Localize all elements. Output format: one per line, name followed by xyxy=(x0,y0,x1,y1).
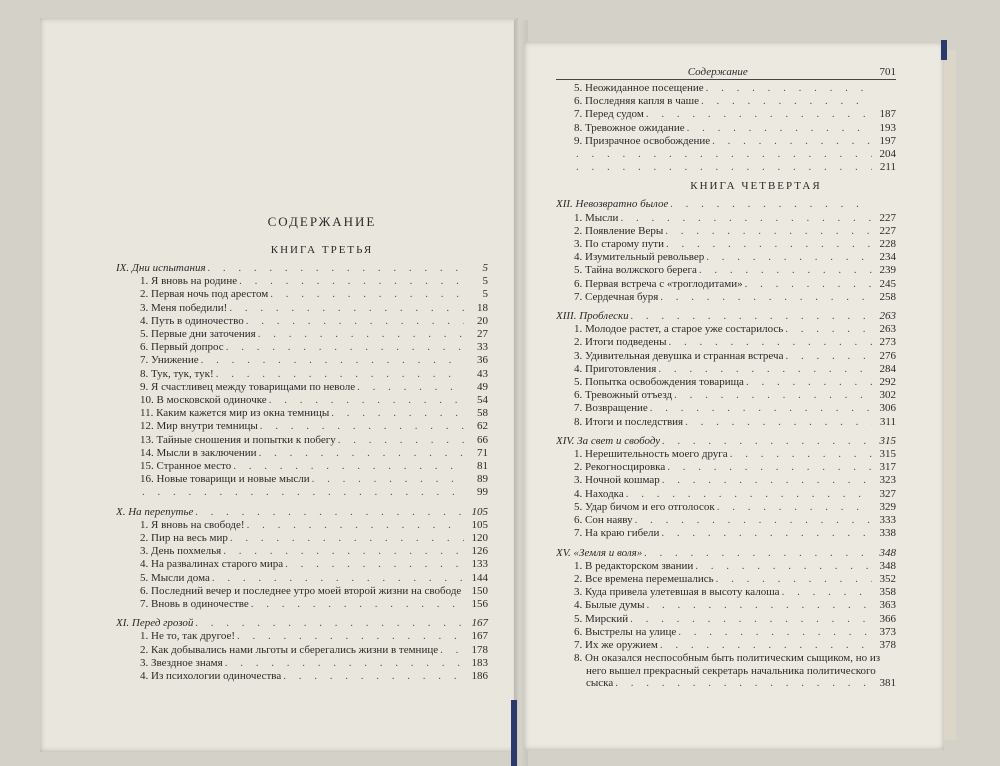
toc-entry-text: 7. На краю гибели xyxy=(574,527,660,540)
toc-entry-page: 245 xyxy=(879,277,896,290)
toc-entry-text: 7. Унижение xyxy=(140,354,199,367)
dot-leader xyxy=(687,122,872,135)
dot-leader xyxy=(785,323,872,336)
toc-entry-text: 4. Из психологии одиночества xyxy=(140,670,282,683)
toc-entry xyxy=(556,488,896,501)
toc-entry-page: 333 xyxy=(879,514,896,527)
dot-leader xyxy=(699,264,872,277)
dot-leader xyxy=(576,161,872,174)
toc-entry-text: 8. Тревожное ожидание xyxy=(574,121,685,134)
dot-leader xyxy=(669,336,872,349)
toc-entry-page: 89 xyxy=(477,473,488,486)
toc-entry-page: 263 xyxy=(879,323,896,336)
toc-entry-page: 315 xyxy=(879,434,896,447)
toc-entry xyxy=(116,598,488,611)
toc-entry xyxy=(556,161,896,174)
toc-entry xyxy=(116,420,488,433)
toc-entry xyxy=(556,291,896,304)
dot-leader xyxy=(260,420,464,433)
toc-entry xyxy=(556,323,896,336)
toc-entry xyxy=(116,670,488,683)
toc-entry-page: 327 xyxy=(879,487,896,500)
toc-entry-page: 227 xyxy=(879,211,896,224)
toc-entry xyxy=(116,394,488,407)
toc-entry xyxy=(556,599,896,612)
toc-part xyxy=(556,198,896,211)
dot-leader xyxy=(246,315,464,328)
toc-entry-page: 363 xyxy=(879,599,896,612)
toc-entry-page: 54 xyxy=(477,394,488,407)
toc-entry-text: IX. Дни испытания xyxy=(116,262,206,274)
book-four-title: КНИГА ЧЕТВЕРТАЯ xyxy=(690,180,822,193)
dot-leader xyxy=(239,275,464,288)
dot-leader xyxy=(216,368,464,381)
toc-entry-text: 4. На развалинах старого мира xyxy=(140,558,284,571)
page-number: 701 xyxy=(879,66,896,78)
toc-entry-page: 36 xyxy=(477,354,488,367)
dot-leader xyxy=(706,82,872,95)
toc-entry-line: 8. Он оказался неспособным быть политическим сыщиком, но из xyxy=(574,652,881,665)
toc-entry-text: XI. Перед грозой xyxy=(116,617,194,630)
toc-entry-text: 7. Сердечная буря xyxy=(574,290,659,303)
toc-entry xyxy=(556,586,896,599)
book-three-title: КНИГА ТРЕТЬЯ xyxy=(270,244,374,256)
dot-leader xyxy=(233,460,464,473)
dot-leader xyxy=(229,302,464,315)
toc-entry xyxy=(556,148,896,161)
toc-entry-page: 120 xyxy=(471,532,488,545)
toc-entry-text: 7. Перед судом xyxy=(574,108,644,121)
toc-entry xyxy=(556,527,896,540)
toc-part xyxy=(116,506,488,519)
toc-entry-page: 183 xyxy=(471,656,488,669)
toc-entry-text: 6. Сон наяву xyxy=(574,514,633,527)
toc-entry-page: 273 xyxy=(879,336,896,349)
toc-entry-page: 18 xyxy=(477,301,488,314)
toc-entry-text: 3. Ночной кошмар xyxy=(574,474,660,487)
toc-entry-page: 311 xyxy=(879,415,896,428)
toc-entry-text: 9. Я счастливец между товарищами по неволе xyxy=(140,380,356,393)
toc-entry-page: 197 xyxy=(879,134,896,147)
toc-entry-text: 7. Вновь в одиночестве xyxy=(140,598,249,611)
toc-entry-page: 71 xyxy=(477,446,488,459)
toc-entry-line xyxy=(574,677,896,690)
dot-leader xyxy=(620,212,872,225)
toc-entry-page: 105 xyxy=(471,518,488,531)
toc-entry xyxy=(556,560,896,573)
toc-entry xyxy=(116,572,488,585)
toc-entry-text: 11. Каким кажется мир из окна темницы xyxy=(140,407,330,420)
toc-entry xyxy=(556,225,896,238)
dot-leader xyxy=(667,461,872,474)
toc-entry xyxy=(556,278,896,291)
toc-entry-page: 227 xyxy=(879,224,896,237)
dot-leader xyxy=(258,328,464,341)
toc-entry-page: 5 xyxy=(482,288,488,301)
toc-entry-page: 373 xyxy=(879,625,896,638)
toc-entry-text: 4. Былые думы xyxy=(574,599,645,612)
dot-leader xyxy=(357,381,464,394)
toc-entry-text: 13. Тайные сношения и попытки к побегу xyxy=(140,433,336,446)
dot-leader xyxy=(285,558,464,571)
toc-entry-page: 156 xyxy=(471,598,488,611)
toc-entry-text: 4. Находка xyxy=(574,487,624,500)
dot-leader xyxy=(195,506,464,519)
toc-entry-text: 8. Тук, тук, тук! xyxy=(140,367,214,380)
toc-entry-multiline xyxy=(556,652,896,690)
toc-entry-page: 133 xyxy=(471,558,488,571)
dot-leader xyxy=(644,547,872,560)
toc-entry-line: него вышел прекрасный секретарь начальника политического xyxy=(586,664,876,677)
running-header-title: Содержание xyxy=(687,66,748,78)
toc-entry-text: 3. День похмелья xyxy=(140,545,222,558)
toc-entry xyxy=(116,354,488,367)
toc-entry-text: 6. Первая встреча с «троглодитами» xyxy=(574,277,743,290)
dot-leader xyxy=(716,573,872,586)
toc-entry-page: 144 xyxy=(471,571,488,584)
toc-part xyxy=(556,310,896,323)
toc-entry-page: 234 xyxy=(879,251,896,264)
toc-entry-text: 1. Я вновь на свободе! xyxy=(140,518,245,531)
toc-entry-page: 167 xyxy=(471,617,488,630)
toc-entry xyxy=(116,381,488,394)
toc-entry xyxy=(116,434,488,447)
dot-leader xyxy=(247,519,464,532)
toc-entry xyxy=(116,630,488,643)
toc-entry xyxy=(556,573,896,586)
page-edges xyxy=(944,50,956,740)
toc-entry xyxy=(556,416,896,429)
dot-leader xyxy=(312,473,464,486)
dot-leader xyxy=(670,198,872,211)
toc-entry xyxy=(556,350,896,363)
toc-entry-page: 193 xyxy=(879,121,896,134)
toc-entry xyxy=(556,613,896,626)
toc-entry-page: 5 xyxy=(482,275,488,288)
toc-entry-text: 4. Приготовления xyxy=(574,362,657,375)
toc-entry xyxy=(116,558,488,571)
toc-entry xyxy=(556,264,896,277)
cover-edge xyxy=(511,700,517,766)
toc-entry-text: 6. Выстрелы на улице xyxy=(574,625,677,638)
toc-entry xyxy=(556,122,896,135)
toc-entry-page: 33 xyxy=(477,341,488,354)
toc-entry xyxy=(556,251,896,264)
dot-leader xyxy=(259,447,464,460)
dot-leader xyxy=(666,238,872,251)
toc-entry-page: 62 xyxy=(477,420,488,433)
dot-leader xyxy=(706,251,872,264)
dot-leader xyxy=(717,501,872,514)
toc-entry-text: 6. Тревожный отъезд xyxy=(574,389,673,402)
toc-entry xyxy=(116,302,488,315)
toc-part xyxy=(116,262,488,275)
toc-entry xyxy=(116,519,488,532)
toc-entry xyxy=(556,639,896,652)
toc-entry-page: 358 xyxy=(879,586,896,599)
toc-entry xyxy=(116,545,488,558)
toc-entry xyxy=(116,585,488,598)
toc-entry xyxy=(116,341,488,354)
toc-entry xyxy=(556,376,896,389)
toc-entry xyxy=(556,363,896,376)
dot-leader xyxy=(701,95,872,108)
toc-entry xyxy=(556,514,896,527)
toc-entry-page: 381 xyxy=(879,677,896,690)
dot-leader xyxy=(630,613,872,626)
toc-entry-text: 2. Первая ночь под арестом xyxy=(140,288,269,301)
toc-entry xyxy=(116,644,488,657)
toc-entry-page: 178 xyxy=(471,643,488,656)
dot-leader xyxy=(631,310,872,323)
toc-entry-text: 3. Куда привела улетевшая в высоту калоша xyxy=(574,586,780,599)
toc-entry-page: 366 xyxy=(879,612,896,625)
toc-entry xyxy=(116,407,488,420)
dot-leader xyxy=(660,291,872,304)
toc-entry xyxy=(556,212,896,225)
toc-entry xyxy=(116,315,488,328)
dot-leader xyxy=(782,586,872,599)
toc-entry-text: 1. В редакторском звании xyxy=(574,559,694,572)
cover-edge-top xyxy=(941,40,947,60)
toc-part xyxy=(116,617,488,630)
toc-entry-page: 211 xyxy=(879,161,896,174)
dot-leader xyxy=(730,448,872,461)
dot-leader xyxy=(650,402,872,415)
toc-entry-text: 5. Мысли дома xyxy=(140,571,210,584)
toc-entry xyxy=(556,238,896,251)
toc-entry-text: 5. Неожиданное посещение xyxy=(574,82,704,94)
dot-leader xyxy=(785,350,872,363)
toc-entry-page: 338 xyxy=(879,527,896,540)
toc-entry-text: 2. Пир на весь мир xyxy=(140,532,228,545)
dot-leader xyxy=(212,572,464,585)
toc-entry-page: 20 xyxy=(477,314,488,327)
toc-entry-text: 14. Мысли в заключении xyxy=(140,446,257,459)
toc-entry-text: 1. Мысли xyxy=(574,211,619,224)
toc-entry-text: 10. В московской одиночке xyxy=(140,394,267,407)
dot-leader xyxy=(626,488,872,501)
dot-leader xyxy=(237,630,464,643)
toc-entry-page: 348 xyxy=(879,546,896,559)
dot-leader xyxy=(745,278,872,291)
toc-entry-page: 66 xyxy=(477,433,488,446)
toc-entry-text: 7. Их же оружием xyxy=(574,638,658,651)
toc-entry-page: 27 xyxy=(477,328,488,341)
toc-entry-page: 5 xyxy=(482,262,488,274)
dot-leader xyxy=(662,435,872,448)
dot-leader xyxy=(251,598,464,611)
toc-entry-page: 228 xyxy=(879,238,896,251)
toc-entry-page: 315 xyxy=(879,448,896,461)
toc-entry xyxy=(116,447,488,460)
toc-title: СОДЕРЖАНИЕ xyxy=(267,214,377,229)
toc-entry xyxy=(556,626,896,639)
toc-entry-page: 99 xyxy=(477,486,488,499)
toc-entry xyxy=(556,135,896,148)
dot-leader xyxy=(226,341,464,354)
toc-entry xyxy=(556,501,896,514)
toc-entry-text: 2. Появление Веры xyxy=(574,224,664,237)
toc-entry-page: 276 xyxy=(879,349,896,362)
toc-entry-text: 2. Рекогносцировка xyxy=(574,461,666,474)
toc-entry-page: 81 xyxy=(477,460,488,473)
toc-entry-text: 5. Удар бичом и его отголосок xyxy=(574,500,715,513)
dot-leader xyxy=(646,108,872,121)
toc-entry-text: 2. Все времена перемешались xyxy=(574,572,714,585)
toc-entry-text: 7. Возвращение xyxy=(574,402,648,415)
dot-leader xyxy=(695,560,872,573)
toc-entry-text: 9. Призрачное освобождение xyxy=(574,134,711,147)
toc-entry-text: 6. Последняя капля в чаше xyxy=(574,95,699,108)
dot-leader xyxy=(678,626,872,639)
toc-entry-page: 306 xyxy=(879,402,896,415)
dot-leader xyxy=(662,474,872,487)
dot-leader xyxy=(208,262,464,275)
toc-entry xyxy=(556,108,896,121)
toc-entry-page: 378 xyxy=(879,638,896,651)
toc-entry-page: 49 xyxy=(477,380,488,393)
toc-entry-page: 284 xyxy=(879,362,896,375)
toc-entry-page: 187 xyxy=(879,108,896,121)
toc-entry-page: 126 xyxy=(471,545,488,558)
dot-leader xyxy=(463,585,464,598)
dot-leader xyxy=(338,434,464,447)
toc-entry-page: 292 xyxy=(879,376,896,389)
dot-leader xyxy=(712,135,872,148)
toc-entry xyxy=(556,82,896,95)
toc-entry xyxy=(116,368,488,381)
toc-entry-text: 1. Я вновь на родине xyxy=(140,275,238,288)
toc-entry-page: 323 xyxy=(879,474,896,487)
toc-entry-page: 167 xyxy=(471,630,488,643)
toc-entry-text: 4. Путь в одиночество xyxy=(140,314,244,327)
toc-entry xyxy=(116,486,488,499)
toc-entry-text: 6. Последний вечер и последнее утро моей второй жизни на свободе xyxy=(140,584,462,597)
toc-entry xyxy=(116,288,488,301)
toc-entry-text: 1. Молодое растет, а старое уже состарилось xyxy=(574,323,784,336)
dot-leader xyxy=(142,486,464,499)
toc-entry-text: 5. Попытка освобождения товарища xyxy=(574,376,744,389)
dot-leader xyxy=(615,677,872,690)
toc-entry-text: 6. Первый допрос xyxy=(140,341,224,354)
dot-leader xyxy=(270,288,464,301)
toc-entry-text: 5. Мирский xyxy=(574,612,629,625)
toc-entry-text: 15. Странное место xyxy=(140,460,232,473)
toc-entry-text: 3. По старому пути xyxy=(574,238,664,251)
toc-entry xyxy=(556,95,896,108)
toc-entry-page: 186 xyxy=(471,670,488,683)
toc-entry-text: 2. Итоги подведены xyxy=(574,336,667,349)
toc-entry-page: 352 xyxy=(879,572,896,585)
toc-entry-text: X. На перепутье xyxy=(116,505,194,518)
toc-entry-page: 258 xyxy=(879,290,896,303)
dot-leader xyxy=(660,639,872,652)
left-toc xyxy=(116,214,488,683)
dot-leader xyxy=(665,225,872,238)
dot-leader xyxy=(201,354,464,367)
toc-entry-text: 1. Не то, так другое! xyxy=(140,630,236,643)
dot-leader xyxy=(661,527,872,540)
toc-entry-page: 58 xyxy=(477,407,488,420)
dot-leader xyxy=(674,389,872,402)
toc-entry-text: XIV. За свет и свободу xyxy=(556,434,661,447)
toc-entry-page: 43 xyxy=(477,367,488,380)
dot-leader xyxy=(658,363,872,376)
running-header xyxy=(556,66,896,80)
dot-leader xyxy=(576,148,872,161)
toc-entry xyxy=(116,328,488,341)
toc-entry xyxy=(116,275,488,288)
toc-entry xyxy=(556,336,896,349)
toc-entry-page: 329 xyxy=(879,500,896,513)
toc-entry-page: 204 xyxy=(879,148,896,161)
toc-entry-text: 8. Итоги и последствия xyxy=(574,415,684,428)
toc-entry-text: 2. Как добывались нами льготы и сберегались жизни в темнице xyxy=(140,643,439,656)
toc-entry-page: 317 xyxy=(879,461,896,474)
toc-entry-page: 348 xyxy=(879,559,896,572)
toc-entry-text: 16. Новые товарищи и новые мысли xyxy=(140,473,310,486)
toc-entry-text: XII. Невозвратно былое xyxy=(556,198,669,211)
toc-entry xyxy=(116,473,488,486)
dot-leader xyxy=(269,394,464,407)
toc-entry xyxy=(556,448,896,461)
right-toc xyxy=(556,66,896,690)
toc-entry-text: сыска xyxy=(586,677,614,690)
toc-entry-page: 105 xyxy=(471,505,488,518)
toc-entry-text: 3. Меня победили! xyxy=(140,301,228,314)
toc-entry-text: 4. Изумительный револьвер xyxy=(574,251,705,264)
dot-leader xyxy=(195,617,464,630)
toc-entry xyxy=(556,402,896,415)
dot-leader xyxy=(230,532,464,545)
dot-leader xyxy=(225,657,464,670)
toc-entry-text: 1. Нерешительность моего друга xyxy=(574,448,728,461)
toc-entry xyxy=(556,474,896,487)
toc-entry xyxy=(116,460,488,473)
dot-leader xyxy=(647,599,872,612)
toc-entry-text: 12. Мир внутри темницы xyxy=(140,420,258,433)
toc-entry-text: 5. Первые дни заточения xyxy=(140,328,256,341)
toc-entry-text: 3. Звездное знамя xyxy=(140,656,223,669)
toc-entry-page: 239 xyxy=(879,264,896,277)
toc-entry-page: 302 xyxy=(879,389,896,402)
dot-leader xyxy=(685,416,872,429)
dot-leader xyxy=(746,376,872,389)
toc-entry-text: 5. Тайна волжского берега xyxy=(574,264,697,277)
toc-part xyxy=(556,435,896,448)
dot-leader xyxy=(440,644,464,657)
toc-entry-text: XV. «Земля и воля» xyxy=(556,546,643,559)
toc-entry-text: XIII. Проблески xyxy=(556,310,629,323)
dot-leader xyxy=(331,407,464,420)
dot-leader xyxy=(283,670,464,683)
toc-entry xyxy=(116,657,488,670)
toc-entry xyxy=(116,532,488,545)
toc-entry xyxy=(556,389,896,402)
toc-part xyxy=(556,547,896,560)
dot-leader xyxy=(635,514,872,527)
toc-entry-page: 150 xyxy=(471,584,488,597)
toc-entry-text: 3. Удивительная девушка и странная встреча xyxy=(574,349,784,362)
toc-entry xyxy=(556,461,896,474)
dot-leader xyxy=(223,545,464,558)
toc-entry-page: 263 xyxy=(879,310,896,323)
